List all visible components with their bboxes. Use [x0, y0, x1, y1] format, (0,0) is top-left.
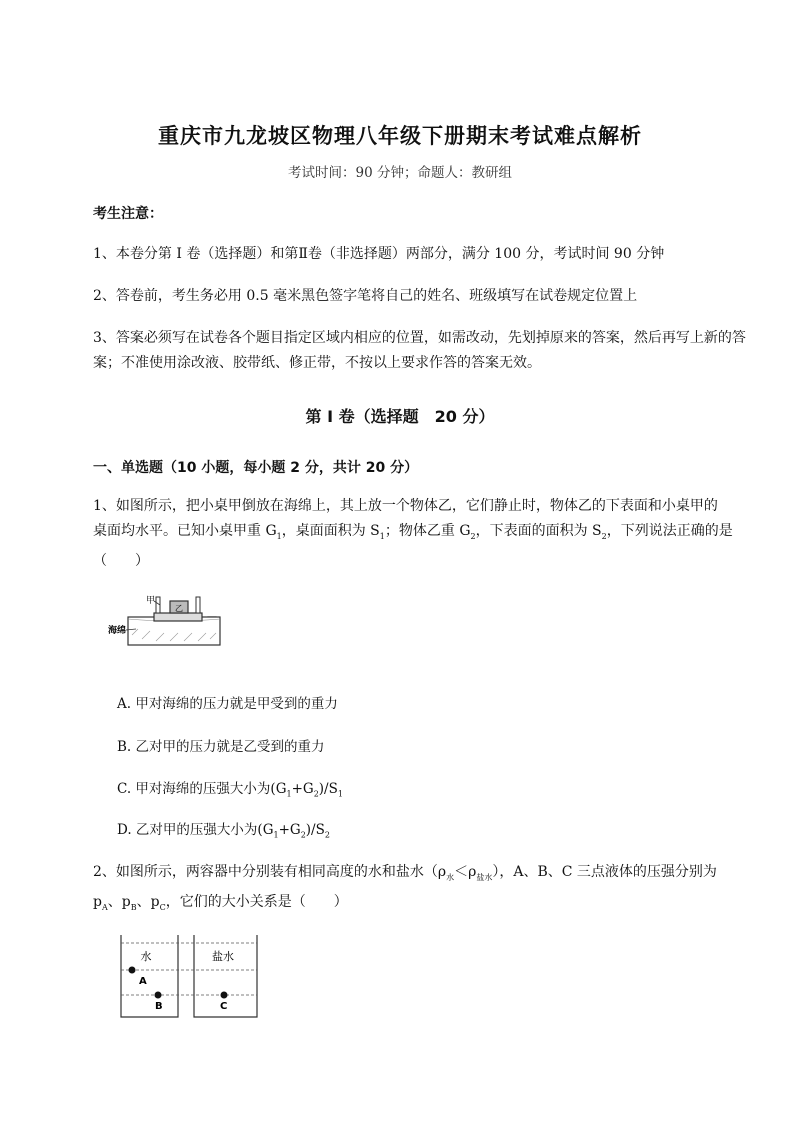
question-2	[93, 860, 753, 920]
question-2-line-1: 2、如图所示，两容器中分别装有相同高度的水和盐水$(\rho_水<\rho_{盐水})$，A、B、C 三点液体的压强分别为	[93, 864, 717, 882]
question-1-line-1: 1、如图所示，把小桌甲倒放在海绵上，其上放一个物体乙，它们静止时，物体乙的下表面和小桌甲的	[93, 498, 718, 514]
notice-item-2: 2、答卷前，考生务必用 0.5 毫米黑色签字笔将自己的姓名、班级填写在试卷规定位置上	[93, 288, 638, 304]
q1-option-b[interactable]: B. 乙对甲的压力就是乙受到的重力	[117, 739, 325, 755]
label-jia: 甲	[146, 596, 156, 606]
point-a	[129, 967, 136, 974]
label-point-b: B	[155, 1001, 163, 1012]
label-point-a: A	[139, 976, 147, 987]
notice-item-3: 3、答案必须写在试卷各个题目指定区域内相应的位置，如需改动，先划掉原来的答案，然后再写上新的答案；不准使用涂改液、胶带纸、修正带，不按以上要求作答的答案无效。	[93, 330, 746, 371]
section-title: 第 I 卷（选择题 20 分）	[305, 407, 495, 426]
label-saltwater: 盐水	[212, 950, 234, 963]
water-container	[121, 935, 178, 1017]
page-title: 重庆市九龙坡区物理八年级下册期末考试难点解析	[158, 124, 642, 148]
label-water: 水	[140, 950, 152, 963]
question-1-line-2: 桌面均水平。已知小桌甲重 $G_1$，桌面面积为 $S_1$；物体乙重 $G_2$，下表面的面积为 $S_2$，下列说法正确的是	[93, 523, 733, 541]
label-yi: 乙	[175, 604, 183, 613]
question-1-blank: （ ）	[93, 552, 149, 569]
q1-option-c[interactable]: C. 甲对海绵的压强大小为$(G_1+G_2)/S_1$	[117, 781, 343, 799]
q1-option-a[interactable]: A. 甲对海绵的压力就是甲受到的重力	[117, 696, 338, 712]
q1-option-d[interactable]: D. 乙对甲的压强大小为$(G_1+G_2)/S_2$	[117, 822, 330, 840]
notice-item-1: 1、本卷分第 I 卷（选择题）和第Ⅱ卷（非选择题）两部分，满分 100 分，考试时间 90 分钟	[93, 246, 665, 262]
label-sponge: 海绵	[108, 626, 127, 636]
question-2-figure	[118, 935, 260, 1020]
exam-info: 考试时间：90 分钟；命题人：教研组	[288, 165, 512, 181]
label-point-c: C	[220, 1001, 228, 1012]
point-c	[221, 992, 228, 999]
point-b	[155, 992, 162, 999]
question-2-line-2: $p_A$、$p_B$、$p_C$，它们的大小关系是（ ）	[93, 893, 348, 912]
table-top-shape	[154, 613, 202, 621]
question-1	[93, 494, 753, 574]
question-1-figure	[108, 593, 228, 653]
notice-heading: 考生注意：	[93, 206, 163, 222]
part-title: 一、单选题（10 小题，每小题 2 分，共计 20 分）	[93, 460, 419, 476]
